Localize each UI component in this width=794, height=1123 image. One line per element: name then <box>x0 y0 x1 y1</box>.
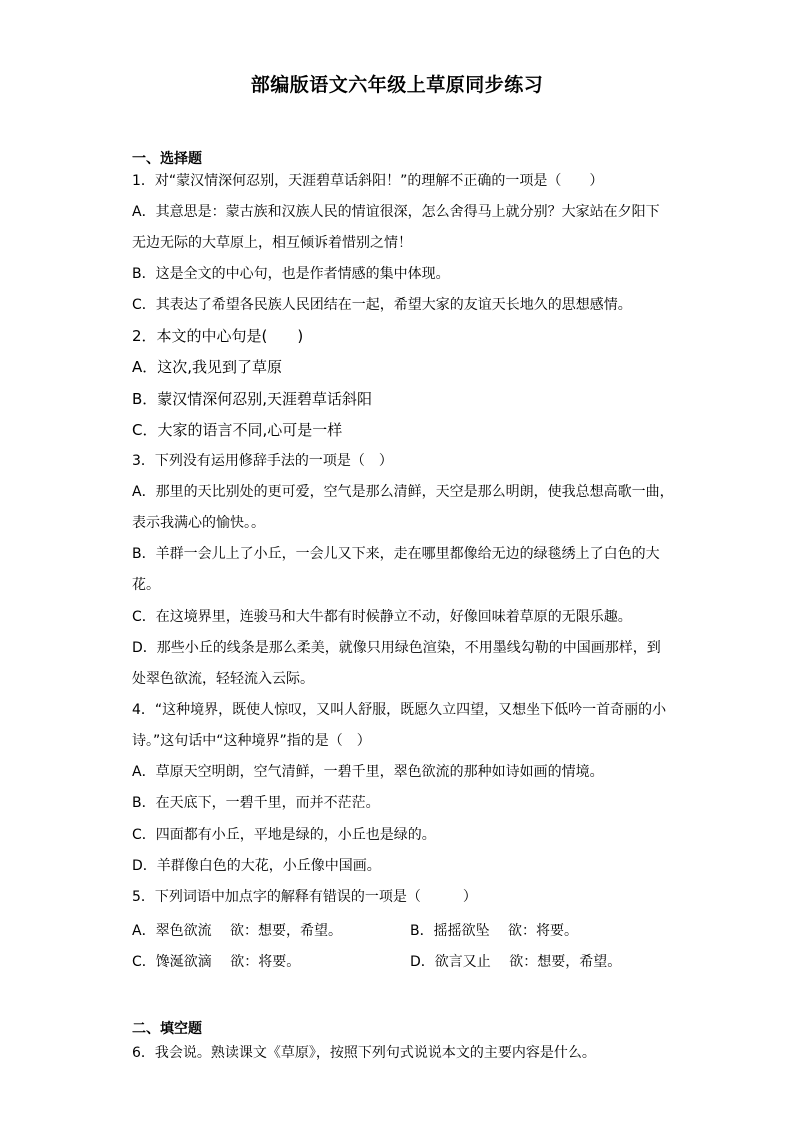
question-4-option-b: B．在天底下，一碧千里，而并不茫茫。 <box>132 795 380 811</box>
question-1-option-a: A．其意思是：蒙古族和汉族人民的情谊很深，怎么舍得马上就分别？大家站在夕阳下 <box>132 204 660 220</box>
question-3-option-a: A．那里的天比别处的更可爱，空气是那么清鲜，天空是那么明朗，使我总想高歌一曲， <box>132 484 674 500</box>
question-5-option-a: A．翠色欲流 欲：想要，希望。 <box>132 923 343 939</box>
page-title: 部编版语文六年级上草原同步练习 <box>250 74 544 96</box>
question-3-stem: 3．下列没有运用修辞手法的一项是（ ） <box>132 453 393 469</box>
question-3-option-d: D．那些小丘的线条是那么柔美，就像只用绿色渲染，不用墨线勾勒的中国画那样，到 <box>132 640 661 656</box>
question-6-stem: 6．我会说。熟读课文《草原》，按照下列句式说说本文的主要内容是什么。 <box>132 1045 596 1061</box>
question-2-option-c: C．大家的语言不同,心可是一样 <box>132 421 343 439</box>
question-2-option-a: A．这次,我见到了草原 <box>132 358 283 376</box>
section-heading-fill: 二、填空题 <box>132 1021 202 1037</box>
question-3-option-d-cont: 处翠色欲流，轻轻流入云际。 <box>132 671 314 687</box>
question-5-option-b: B．摇摇欲坠 欲：将要。 <box>410 923 579 939</box>
question-1-stem: 1．对“蒙汉情深何忍别，天涯碧草话斜阳！”的理解不正确的一项是（ ） <box>132 173 604 189</box>
question-4-option-c: C．四面都有小丘，平地是绿的，小丘也是绿的。 <box>132 827 436 843</box>
question-4-option-d: D．羊群像白色的大花，小丘像中国画。 <box>132 858 381 874</box>
question-3-option-b-cont: 花。 <box>132 577 160 593</box>
question-5-stem: 5．下列词语中加点字的解释有错误的一项是（ ） <box>132 889 477 905</box>
question-5-option-d: D．欲言又止 欲：想要，希望。 <box>410 954 622 970</box>
question-4-option-a: A．草原天空明朗，空气清鲜，一碧千里，翠色欲流的那种如诗如画的情境。 <box>132 764 604 780</box>
question-4-stem: 4．“这种境界，既使人惊叹，又叫人舒服，既愿久立四望，又想坐下低吟一首奇丽的小 <box>132 702 667 718</box>
question-1-option-a-cont: 无边无际的大草原上，相互倾诉着惜别之情！ <box>132 235 412 251</box>
question-5-option-c: C．馋涎欲滴 欲：将要。 <box>132 954 301 970</box>
question-1-option-c: C．其表达了希望各民族人民团结在一起，希望大家的友谊天长地久的思想感情。 <box>132 297 632 313</box>
question-4-stem-cont: 诗。”这句话中“这种境界”指的是（ ） <box>132 733 371 749</box>
question-1-option-b: B．这是全文的中心句，也是作者情感的集中体现。 <box>132 266 450 282</box>
question-3-option-c: C．在这境界里，连骏马和大牛都有时候静立不动，好像回味着草原的无限乐趣。 <box>132 609 632 625</box>
section-heading-choice: 一、选择题 <box>132 151 202 167</box>
question-3-option-b: B．羊群一会儿上了小丘，一会儿又下来，走在哪里都像给无边的绿毯绣上了白色的大 <box>132 546 660 562</box>
question-3-option-a-cont: 表示我满心的愉快。。 <box>132 515 265 531</box>
question-2-stem: 2．本文的中心句是( ) <box>132 327 304 345</box>
question-2-option-b: B．蒙汉情深何忍别,天涯碧草话斜阳 <box>132 390 373 408</box>
